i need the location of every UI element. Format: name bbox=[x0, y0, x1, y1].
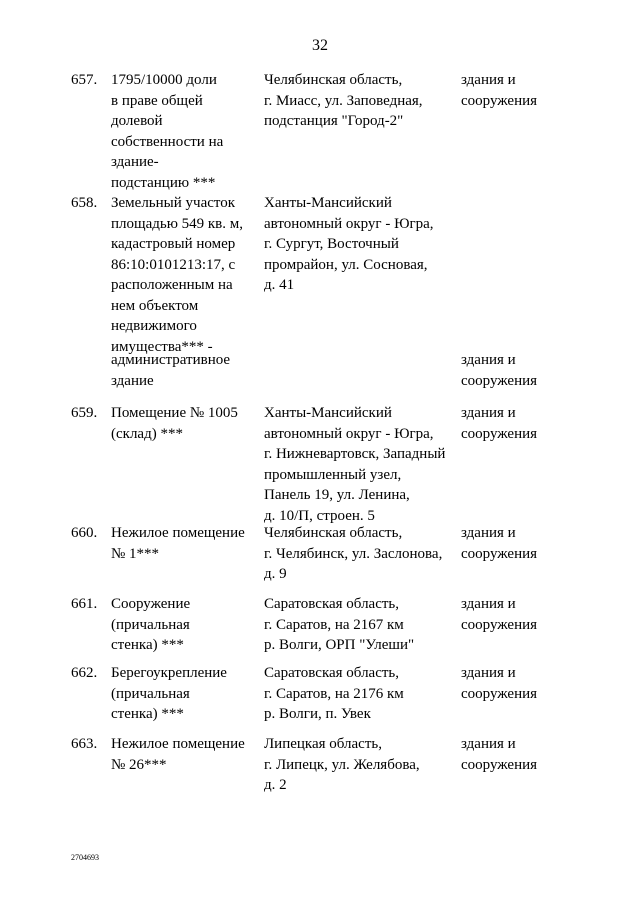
entry-address: Липецкая область, г. Липецк, ул. Желябова, д. 2 bbox=[264, 736, 420, 793]
entry-number: 659. bbox=[71, 405, 98, 421]
entry-number: 660. bbox=[71, 525, 98, 541]
entry-purpose: здания и сооружения bbox=[461, 596, 538, 633]
entry-purpose: здания и сооружения bbox=[461, 72, 538, 109]
entry-number: 663. bbox=[71, 736, 98, 752]
entry-number: 661. bbox=[71, 596, 98, 612]
entry-object: Берегоукрепление (причальная стенка) *** bbox=[111, 665, 227, 722]
entry-address: Челябинская область, г. Миасс, ул. Заповедная, подстанция "Город-2" bbox=[264, 72, 423, 129]
entry-address: Саратовская область, г. Саратов, на 2167 км р. Волги, ОРП "Улеши" bbox=[264, 596, 415, 653]
entry-address: Ханты-Мансийский автономный округ - Югра, г. Сургут, Восточный промрайон, ул. Сосновая, д. 41 bbox=[264, 195, 434, 293]
entry-purpose: здания и сооружения bbox=[461, 352, 538, 389]
entry-object: 1795/10000 доли в праве общей долевой собственности на здание- подстанцию *** bbox=[111, 72, 224, 191]
entry-purpose: здания и сооружения bbox=[461, 525, 538, 562]
entry-purpose: здания и сооружения bbox=[461, 665, 538, 702]
document-code: 2704693 bbox=[71, 853, 99, 862]
entry-address: Ханты-Мансийский автономный округ - Югра, г. Нижневартовск, Западный промышленный узел, Панель 19, ул. Ленина, д. 10/П, строен. 5 bbox=[264, 405, 446, 524]
entry-object: Нежилое помещение № 1*** bbox=[111, 525, 245, 562]
entry-purpose: здания и сооружения bbox=[461, 736, 538, 773]
entry-number: 662. bbox=[71, 665, 98, 681]
entry-address: Челябинская область, г. Челябинск, ул. Заслонова, д. 9 bbox=[264, 525, 443, 582]
entry-address: Саратовская область, г. Саратов, на 2176 км р. Волги, п. Увек bbox=[264, 665, 404, 722]
page-number: 32 bbox=[312, 37, 328, 54]
entry-object: Сооружение (причальная стенка) *** bbox=[111, 596, 191, 653]
entry-object: Нежилое помещение № 26*** bbox=[111, 736, 245, 773]
entry-number: 658. bbox=[71, 195, 98, 211]
entry-object: Земельный участок площадью 549 кв. м, кадастровый номер 86:10:0101213:17, с расположенным на нем объектом недвижимого имущества*** - bbox=[111, 195, 244, 355]
entry-purpose: здания и сооружения bbox=[461, 405, 538, 442]
entry-object: Помещение № 1005 (склад) *** bbox=[111, 405, 238, 442]
entry-number: 657. bbox=[71, 72, 98, 88]
entry-object: административное здание bbox=[111, 352, 231, 389]
